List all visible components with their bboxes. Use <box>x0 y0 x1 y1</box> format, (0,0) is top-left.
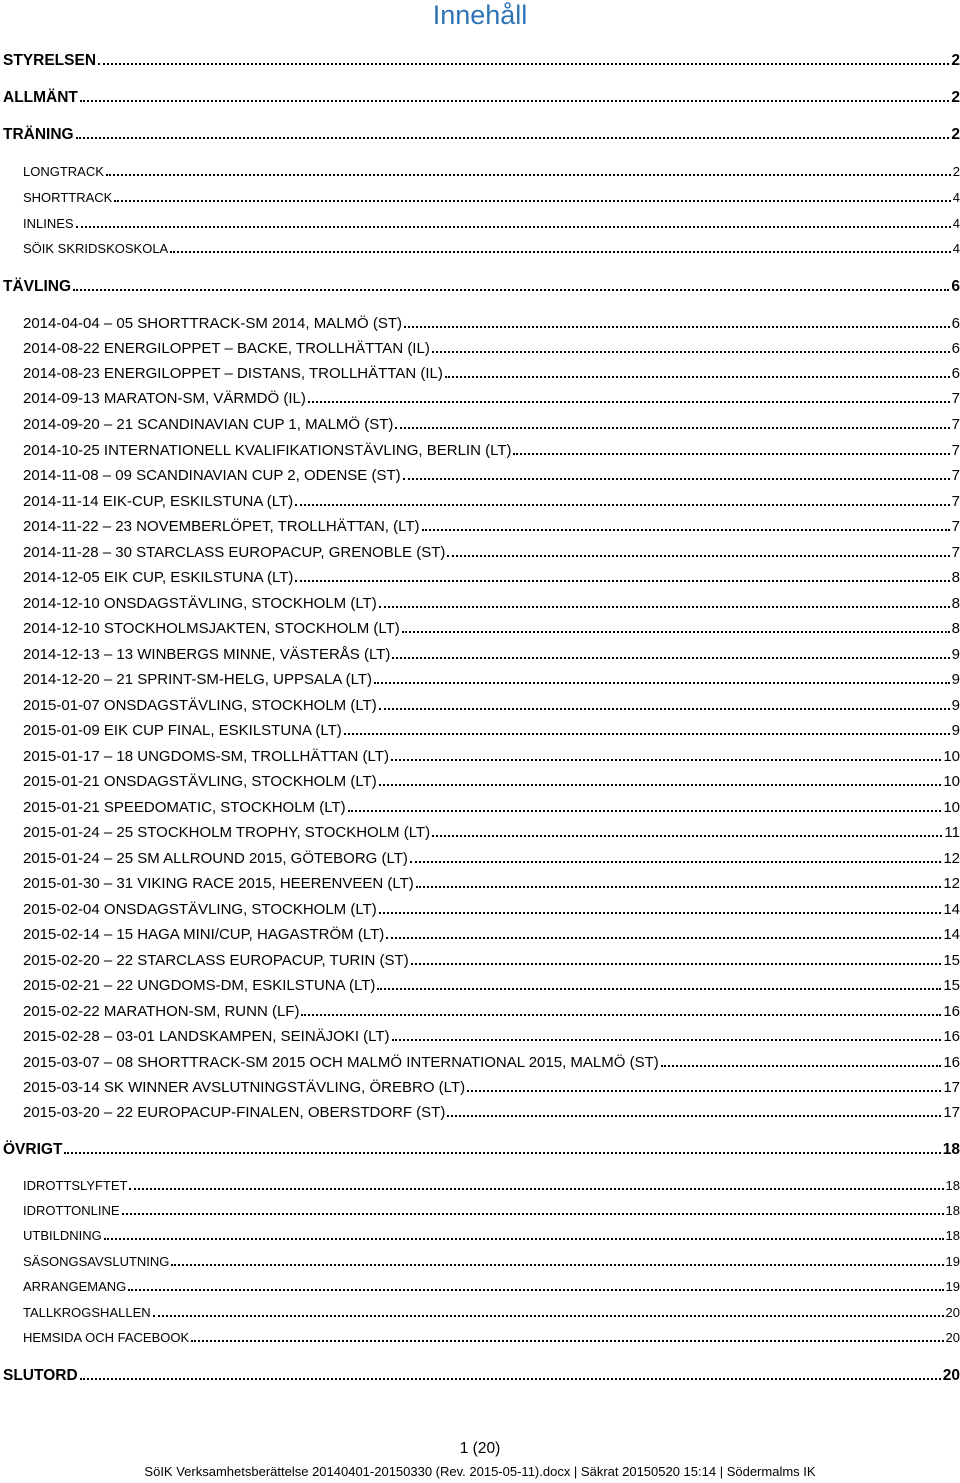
toc-subsection-entry[interactable] <box>23 773 960 790</box>
toc-subsection-entry[interactable] <box>23 1254 960 1270</box>
toc-entry-page-number: 6 <box>951 278 960 295</box>
toc-dot-leader <box>392 656 949 659</box>
toc-entry-label: 2014-11-22 – 23 NOVEMBERLÖPET, TROLLHÄTTAN, (LT) <box>23 518 420 535</box>
toc-entry-label: IDROTTONLINE <box>23 1203 120 1218</box>
toc-entry-page-number: 20 <box>945 1330 960 1345</box>
toc-subsection-entry[interactable] <box>23 1203 960 1219</box>
toc-dot-leader <box>76 225 951 228</box>
toc-subsection-entry[interactable] <box>23 1028 960 1045</box>
toc-entry-label: LONGTRACK <box>23 164 104 179</box>
toc-section-entry[interactable] <box>3 1367 960 1385</box>
toc-entry-label: 2014-04-04 – 05 SHORTTRACK-SM 2014, MALMÖ (ST) <box>23 315 403 332</box>
toc-entry-label: 2015-01-17 – 18 UNGDOMS-SM, TROLLHÄTTAN (LT) <box>23 748 389 765</box>
toc-entry-page-number: 10 <box>943 799 960 816</box>
toc-dot-leader <box>416 885 942 888</box>
toc-entry-page-number: 17 <box>943 1079 960 1096</box>
toc-dot-leader <box>98 62 949 65</box>
toc-subsection-entry[interactable] <box>23 1054 960 1071</box>
toc-subsection-entry[interactable] <box>23 416 960 433</box>
toc-entry-label: TALLKROGSHALLEN <box>23 1305 151 1320</box>
toc-dot-leader <box>153 1314 944 1317</box>
toc-entry-label: 2015-01-09 EIK CUP FINAL, ESKILSTUNA (LT) <box>23 722 342 739</box>
toc-subsection-entry[interactable] <box>23 850 960 867</box>
toc-dot-leader <box>379 707 950 710</box>
toc-dot-leader <box>171 1263 943 1266</box>
toc-entry-page-number: 4 <box>952 241 960 256</box>
toc-dot-leader <box>122 1212 944 1215</box>
toc-dot-leader <box>395 426 949 429</box>
toc-subsection-entry[interactable] <box>23 952 960 969</box>
toc-entry-label: SÄSONGSAVSLUTNING <box>23 1254 170 1269</box>
toc-dot-leader <box>467 1089 941 1092</box>
toc-subsection-entry[interactable] <box>23 518 960 535</box>
toc-dot-leader <box>191 1339 943 1342</box>
toc-dot-leader <box>379 911 942 914</box>
toc-dot-leader <box>106 173 951 176</box>
toc-entry-page-number: 15 <box>943 952 960 969</box>
toc-subsection-entry[interactable] <box>23 901 960 918</box>
toc-section-entry[interactable] <box>3 89 960 107</box>
toc-entry-label: 2014-08-22 ENERGILOPPET – BACKE, TROLLHÄTTAN (IL) <box>23 340 430 357</box>
toc-dot-leader <box>403 477 950 480</box>
toc-subsection-entry[interactable] <box>23 1330 960 1346</box>
toc-section-entry[interactable] <box>3 1141 960 1159</box>
toc-entry-page-number: 18 <box>942 1141 960 1158</box>
toc-dot-leader <box>404 325 950 328</box>
toc-entry-page-number: 20 <box>942 1367 960 1384</box>
toc-entry-label: 2015-03-07 – 08 SHORTTRACK-SM 2015 OCH MALMÖ INTERNATIONAL 2015, MALMÖ (ST) <box>23 1054 659 1071</box>
toc-entry-label: ARRANGEMANG <box>23 1279 127 1294</box>
toc-entry-label: SHORTTRACK <box>23 190 113 205</box>
toc-dot-leader <box>295 579 949 582</box>
toc-dot-leader <box>422 528 950 531</box>
toc-dot-leader <box>386 936 941 939</box>
toc-subsection-entry[interactable] <box>23 315 960 332</box>
toc-entry-label: 2015-01-24 – 25 STOCKHOLM TROPHY, STOCKHOLM (LT) <box>23 824 431 841</box>
toc-dot-leader <box>76 136 950 139</box>
toc-entry-page-number: 4 <box>952 216 960 231</box>
toc-section-entry[interactable] <box>3 52 960 70</box>
toc-entry-label: 2014-12-10 ONSDAGSTÄVLING, STOCKHOLM (LT) <box>23 595 377 612</box>
toc-entry-label: ÖVRIGT <box>3 1141 63 1158</box>
toc-entry-page-number: 6 <box>951 315 960 332</box>
toc-dot-leader <box>73 288 949 291</box>
toc-subsection-entry[interactable] <box>23 442 960 459</box>
toc-entry-page-number: 8 <box>951 620 960 637</box>
toc-entry-page-number: 7 <box>951 390 960 407</box>
toc-entry-label: SLUTORD <box>3 1367 78 1384</box>
toc-entry-label: 2014-11-28 – 30 STARCLASS EUROPACUP, GRENOBLE (ST) <box>23 544 446 561</box>
toc-dot-leader <box>129 1187 943 1190</box>
toc-entry-page-number: 18 <box>945 1228 960 1243</box>
toc-entry-page-number: 2 <box>951 89 960 106</box>
toc-dot-leader <box>344 732 950 735</box>
toc-section-entry[interactable] <box>3 126 960 144</box>
toc-entry-page-number: 7 <box>951 544 960 561</box>
toc-entry-label: 2015-02-28 – 03-01 LANDSKAMPEN, SEINÄJOKI (LT) <box>23 1028 390 1045</box>
toc-entry-label: 2014-10-25 INTERNATIONELL KVALIFIKATIONSTÄVLING, BERLIN (LT) <box>23 442 512 459</box>
toc-subsection-entry[interactable] <box>23 799 960 816</box>
toc-dot-leader <box>379 783 942 786</box>
toc-subsection-entry[interactable] <box>23 620 960 637</box>
toc-entry-page-number: 8 <box>951 569 960 586</box>
toc-entry-page-number: 9 <box>951 671 960 688</box>
toc-entry-page-number: 16 <box>943 1003 960 1020</box>
toc-subsection-entry[interactable] <box>23 1079 960 1096</box>
toc-entry-label: 2014-12-05 EIK CUP, ESKILSTUNA (LT) <box>23 569 294 586</box>
page-title: Innehåll <box>432 0 528 30</box>
toc-subsection-entry[interactable] <box>23 1279 960 1295</box>
toc-dot-leader <box>445 375 950 378</box>
toc-entry-page-number: 7 <box>951 467 960 484</box>
toc-dot-leader <box>391 758 941 761</box>
toc-subsection-entry[interactable] <box>23 697 960 714</box>
toc-dot-leader <box>348 809 942 812</box>
toc-subsection-entry[interactable] <box>23 493 960 510</box>
toc-dot-leader <box>377 987 941 990</box>
toc-subsection-entry[interactable] <box>23 1178 960 1194</box>
toc-dot-leader <box>661 1064 942 1067</box>
toc-entry-page-number: 6 <box>951 365 960 382</box>
toc-entry-page-number: 20 <box>945 1305 960 1320</box>
toc-entry-label: IDROTTSLYFTET <box>23 1178 128 1193</box>
toc-entry-label: SÖIK SKRIDSKOSKOLA <box>23 241 169 256</box>
toc-entry-page-number: 12 <box>943 875 960 892</box>
toc-entry-page-number: 19 <box>945 1254 960 1269</box>
toc-subsection-entry[interactable] <box>23 190 960 206</box>
toc-subsection-entry[interactable] <box>23 467 960 484</box>
toc-subsection-entry[interactable] <box>23 646 960 663</box>
toc-entry-label: 2015-01-07 ONSDAGSTÄVLING, STOCKHOLM (LT) <box>23 697 377 714</box>
toc-dot-leader <box>447 1114 941 1117</box>
toc-subsection-entry[interactable] <box>23 824 960 841</box>
toc-dot-leader <box>308 400 950 403</box>
toc-dot-leader <box>392 1038 942 1041</box>
toc-subsection-entry[interactable] <box>23 671 960 688</box>
toc-entry-page-number: 19 <box>945 1279 960 1294</box>
toc-subsection-entry[interactable] <box>23 977 960 994</box>
toc-entry-page-number: 11 <box>944 824 960 841</box>
toc-entry-label: 2015-03-14 SK WINNER AVSLUTNINGSTÄVLING, ÖREBRO (LT) <box>23 1079 466 1096</box>
toc-entry-label: 2014-08-23 ENERGILOPPET – DISTANS, TROLLHÄTTAN (IL) <box>23 365 443 382</box>
footer-page-number: 1 (20) <box>459 1440 501 1457</box>
toc-entry-page-number: 18 <box>945 1178 960 1193</box>
toc-subsection-entry[interactable] <box>23 926 960 943</box>
toc-dot-leader <box>80 1377 941 1380</box>
toc-entry-page-number: 8 <box>951 595 960 612</box>
toc-dot-leader <box>432 350 950 353</box>
toc-subsection-entry[interactable] <box>23 1228 960 1244</box>
toc-dot-leader <box>447 554 949 557</box>
toc-entry-page-number: 7 <box>951 493 960 510</box>
toc-entry-label: 2014-12-13 – 13 WINBERGS MINNE, VÄSTERÅS (LT) <box>23 646 391 663</box>
toc-entry-page-number: 9 <box>951 697 960 714</box>
toc-entry-page-number: 9 <box>951 722 960 739</box>
toc-entry-page-number: 16 <box>943 1054 960 1071</box>
toc-dot-leader <box>379 605 950 608</box>
toc-dot-leader <box>114 199 950 202</box>
toc-subsection-entry[interactable] <box>23 1305 960 1321</box>
toc-entry-page-number: 9 <box>951 646 960 663</box>
toc-subsection-entry[interactable] <box>23 748 960 765</box>
toc-entry-label: 2015-02-21 – 22 UNGDOMS-DM, ESKILSTUNA (LT) <box>23 977 376 994</box>
toc-entry-label: 2015-02-20 – 22 STARCLASS EUROPACUP, TURIN (ST) <box>23 952 409 969</box>
toc-entry-page-number: 4 <box>952 190 960 205</box>
toc-dot-leader <box>64 1151 940 1154</box>
toc-entry-label: 2014-11-08 – 09 SCANDINAVIAN CUP 2, ODENSE (ST) <box>23 467 401 484</box>
toc-entry-page-number: 7 <box>951 518 960 535</box>
toc-dot-leader <box>104 1237 944 1240</box>
toc-entry-label: 2014-11-14 EIK-CUP, ESKILSTUNA (LT) <box>23 493 294 510</box>
toc-subsection-entry[interactable] <box>23 365 960 382</box>
toc-entry-label: STYRELSEN <box>3 52 97 69</box>
toc-entry-label: 2014-12-20 – 21 SPRINT-SM-HELG, UPPSALA (LT) <box>23 671 373 688</box>
toc-subsection-entry[interactable] <box>23 340 960 357</box>
toc-entry-label: 2014-09-13 MARATON-SM, VÄRMDÖ (IL) <box>23 390 306 407</box>
toc-subsection-entry[interactable] <box>23 875 960 892</box>
toc-entry-label: TRÄNING <box>3 126 74 143</box>
toc-subsection-entry[interactable] <box>23 390 960 407</box>
toc-entry-page-number: 2 <box>951 126 960 143</box>
toc-entry-label: UTBILDNING <box>23 1228 102 1243</box>
toc-entry-page-number: 6 <box>951 340 960 357</box>
toc-entry-page-number: 17 <box>943 1104 960 1121</box>
toc-subsection-entry[interactable] <box>23 241 960 257</box>
toc-entry-page-number: 12 <box>943 850 960 867</box>
toc-subsection-entry[interactable] <box>23 164 960 180</box>
toc-entry-page-number: 7 <box>951 442 960 459</box>
toc-subsection-entry[interactable] <box>23 1003 960 1020</box>
toc-entry-page-number: 10 <box>943 773 960 790</box>
toc-entry-label: HEMSIDA OCH FACEBOOK <box>23 1330 190 1345</box>
toc-entry-label: 2015-01-21 ONSDAGSTÄVLING, STOCKHOLM (LT) <box>23 773 377 790</box>
toc-entry-label: 2015-01-21 SPEEDOMATIC, STOCKHOLM (LT) <box>23 799 346 816</box>
toc-entry-page-number: 2 <box>952 164 960 179</box>
toc-entry-label: INLINES <box>23 216 74 231</box>
toc-subsection-entry[interactable] <box>23 722 960 739</box>
toc-subsection-entry[interactable] <box>23 544 960 561</box>
toc-entry-label: 2015-02-22 MARATHON-SM, RUNN (LF) <box>23 1003 300 1020</box>
footer-document-info: SöIK Verksamhetsberättelse 20140401-20150330 (Rev. 2015-05-11).docx | Säkrat 20150520 15:14 | Södermalms IK <box>144 1464 816 1479</box>
toc-dot-leader <box>432 834 942 837</box>
toc-dot-leader <box>402 630 950 633</box>
toc-subsection-entry[interactable] <box>23 569 960 586</box>
toc-entry-page-number: 10 <box>943 748 960 765</box>
toc-entry-page-number: 16 <box>943 1028 960 1045</box>
toc-entry-page-number: 14 <box>943 901 960 918</box>
toc-dot-leader <box>374 681 950 684</box>
toc-dot-leader <box>128 1288 943 1291</box>
toc-section-entry[interactable] <box>3 278 960 296</box>
toc-dot-leader <box>170 250 951 253</box>
toc-entry-label: 2015-03-20 – 22 EUROPACUP-FINALEN, OBERSTDORF (ST) <box>23 1104 446 1121</box>
toc-subsection-entry[interactable] <box>23 595 960 612</box>
toc-dot-leader <box>295 503 950 506</box>
toc-dot-leader <box>411 962 942 965</box>
toc-subsection-entry[interactable] <box>23 216 960 232</box>
toc-entry-page-number: 15 <box>943 977 960 994</box>
toc-entry-label: 2015-01-24 – 25 SM ALLROUND 2015, GÖTEBORG (LT) <box>23 850 408 867</box>
toc-entry-page-number: 18 <box>945 1203 960 1218</box>
toc-entry-label: 2015-01-30 – 31 VIKING RACE 2015, HEERENVEEN (LT) <box>23 875 414 892</box>
toc-entry-label: 2014-12-10 STOCKHOLMSJAKTEN, STOCKHOLM (LT) <box>23 620 400 637</box>
toc-entry-label: 2015-02-04 ONSDAGSTÄVLING, STOCKHOLM (LT) <box>23 901 377 918</box>
toc-dot-leader <box>410 860 941 863</box>
toc-entry-page-number: 2 <box>951 52 960 69</box>
toc-entry-label: 2015-02-14 – 15 HAGA MINI/CUP, HAGASTRÖM (LT) <box>23 926 385 943</box>
toc-dot-leader <box>301 1013 941 1016</box>
toc-entry-page-number: 7 <box>951 416 960 433</box>
toc-entry-label: TÄVLING <box>3 278 72 295</box>
toc-entry-label: 2014-09-20 – 21 SCANDINAVIAN CUP 1, MALMÖ (ST) <box>23 416 394 433</box>
toc-dot-leader <box>80 99 949 102</box>
toc-entry-label: ALLMÄNT <box>3 89 78 106</box>
toc-dot-leader <box>513 452 949 455</box>
toc-entry-page-number: 14 <box>943 926 960 943</box>
toc-subsection-entry[interactable] <box>23 1104 960 1121</box>
